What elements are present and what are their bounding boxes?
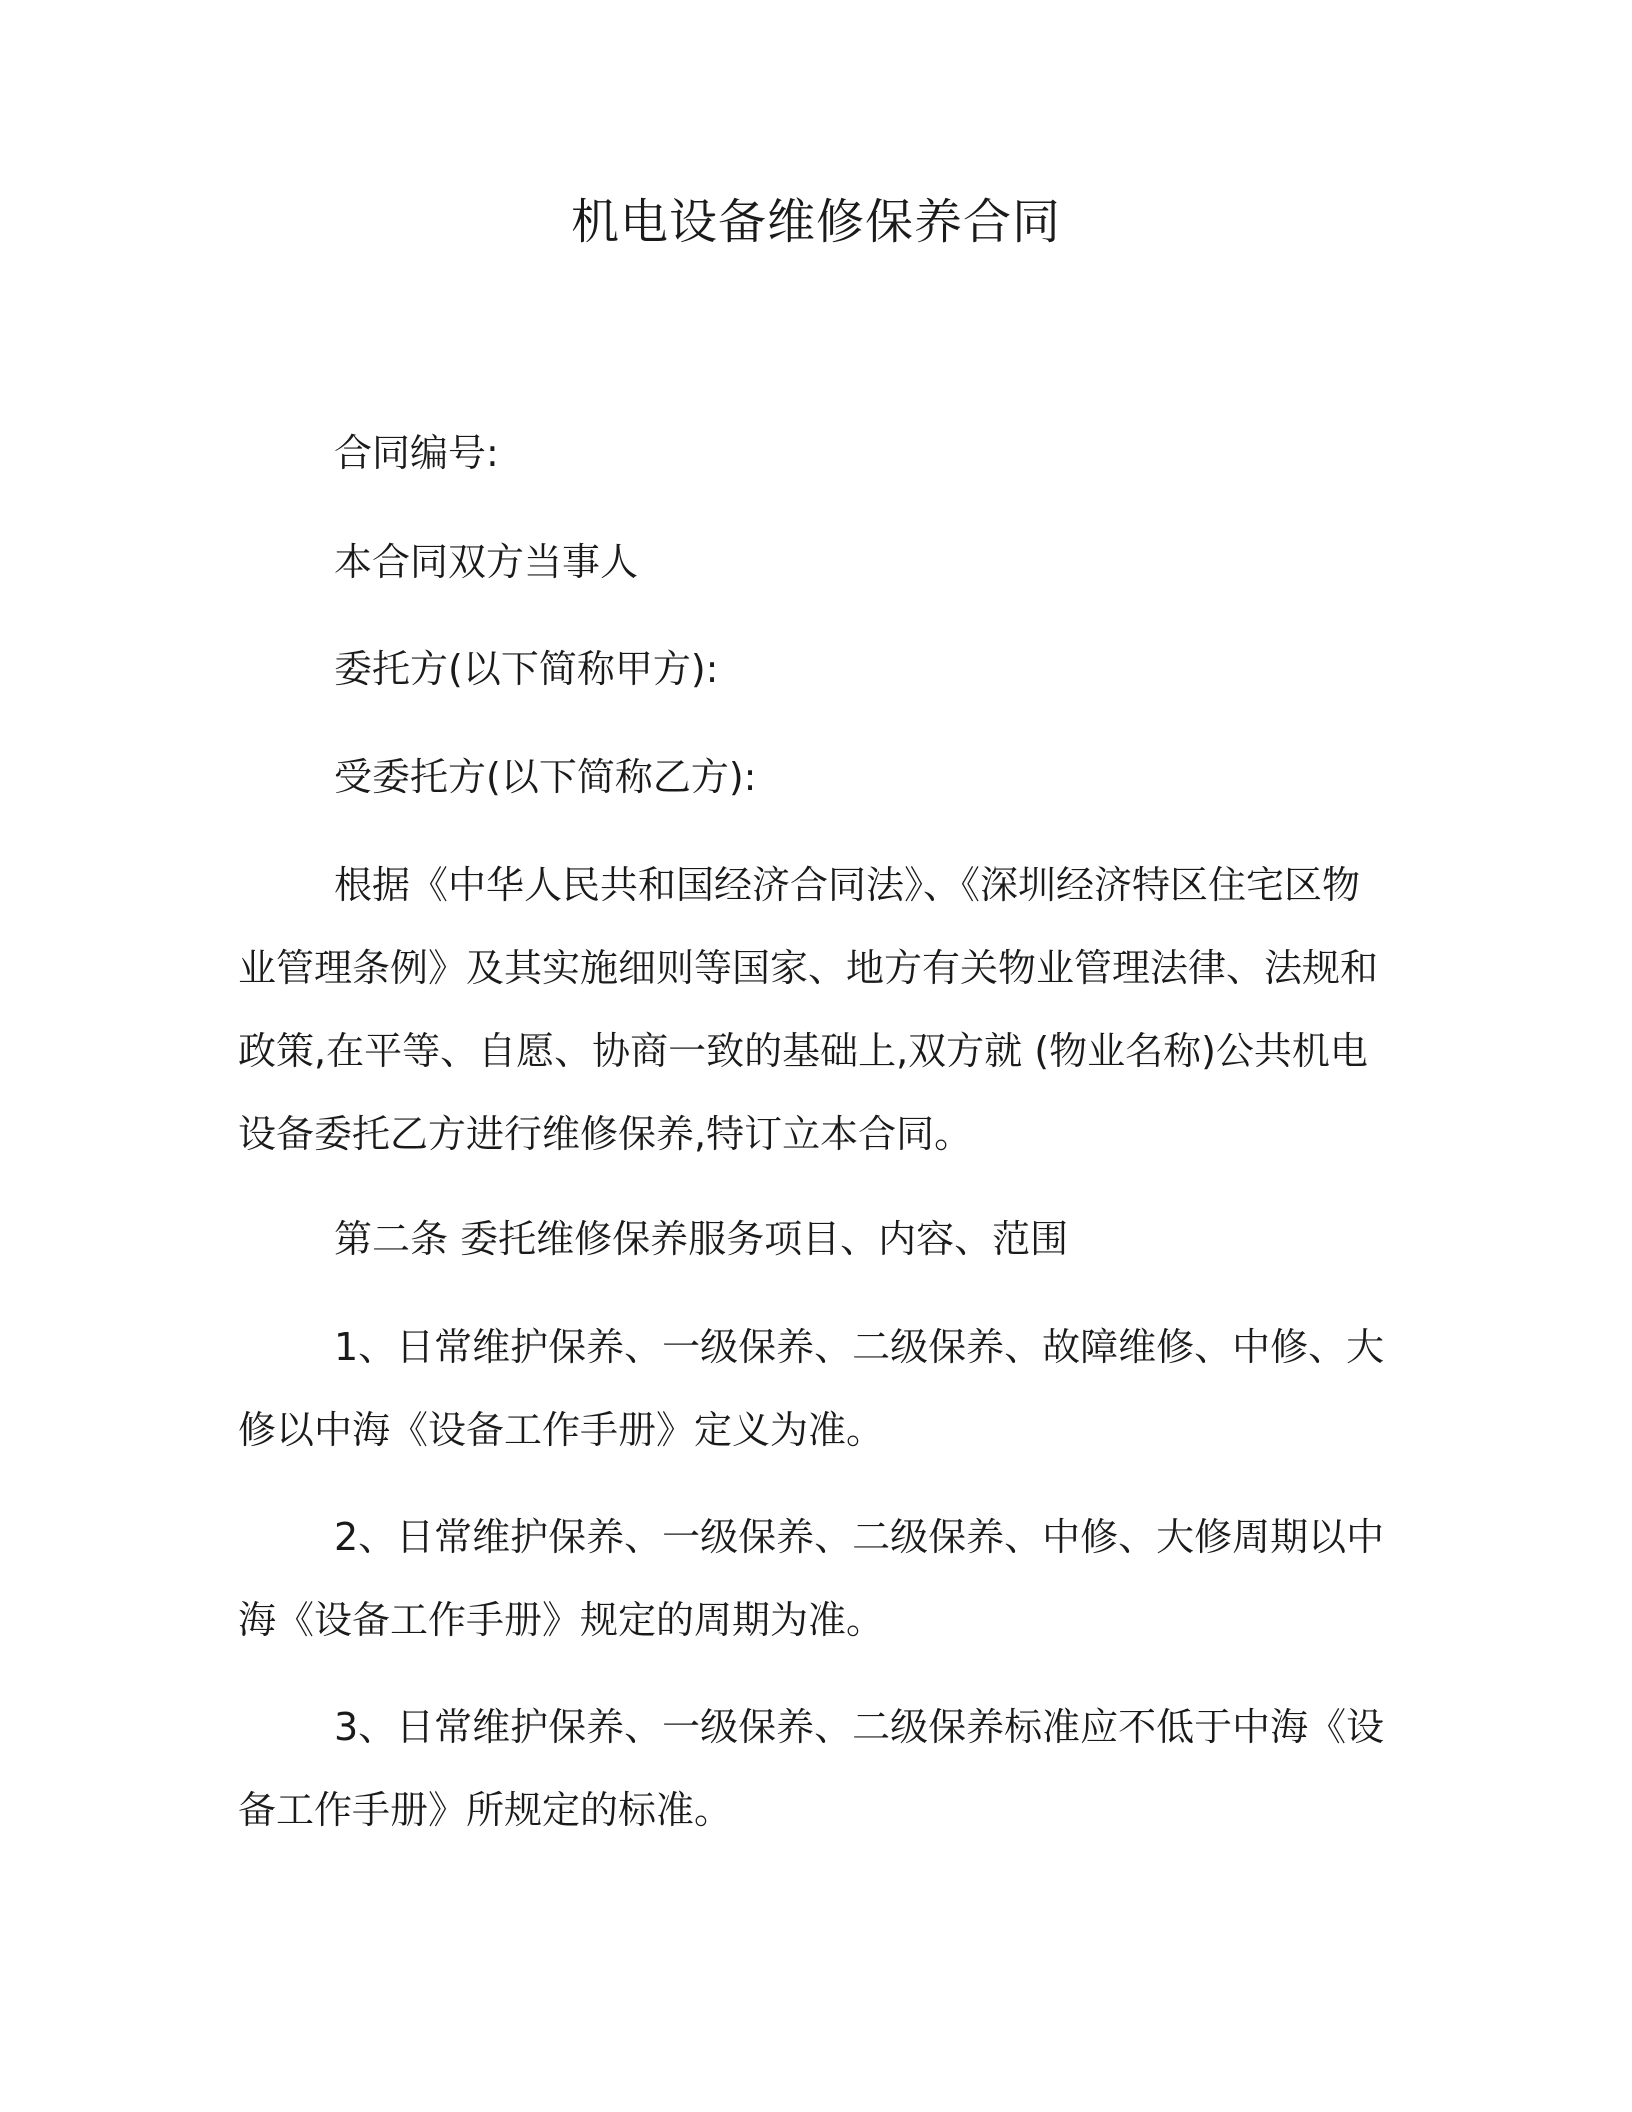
clause-item: 1、日常维护保养、一级保养、二级保养、故障维修、中修、大修以中海《设备工作手册》定义为准。 (238, 1325, 1385, 1452)
document-title: 机电设备维修保养合同 (570, 194, 1061, 250)
party-a-label: 委托方(以下简称甲方): (334, 647, 719, 691)
clause-item: 2、日常维护保养、一级保养、二级保养、中修、大修周期以中海《设备工作手册》规定的周期为准。 (238, 1515, 1385, 1642)
contract-number-label: 合同编号: (334, 431, 499, 475)
preamble-paragraph: 根据《中华人民共和国经济合同法》、《深圳经济特区住宅区物业管理条例》及其实施细则等国家、地方有关物业管理法律、法规和政策,在平等、自愿、协商一致的基础上,双方就 (物业名称)公共机电设备委托乙方进行维修保养,特订立本合同。 (238, 863, 1379, 1156)
parties-heading: 本合同双方当事人 (334, 540, 639, 584)
clause-item: 3、日常维护保养、一级保养、二级保养标准应不低于中海《设备工作手册》所规定的标准。 (238, 1705, 1385, 1832)
party-b-label: 受委托方(以下简称乙方): (334, 755, 757, 799)
article-two-heading: 第二条 委托维修保养服务项目、内容、范围 (334, 1217, 1069, 1261)
